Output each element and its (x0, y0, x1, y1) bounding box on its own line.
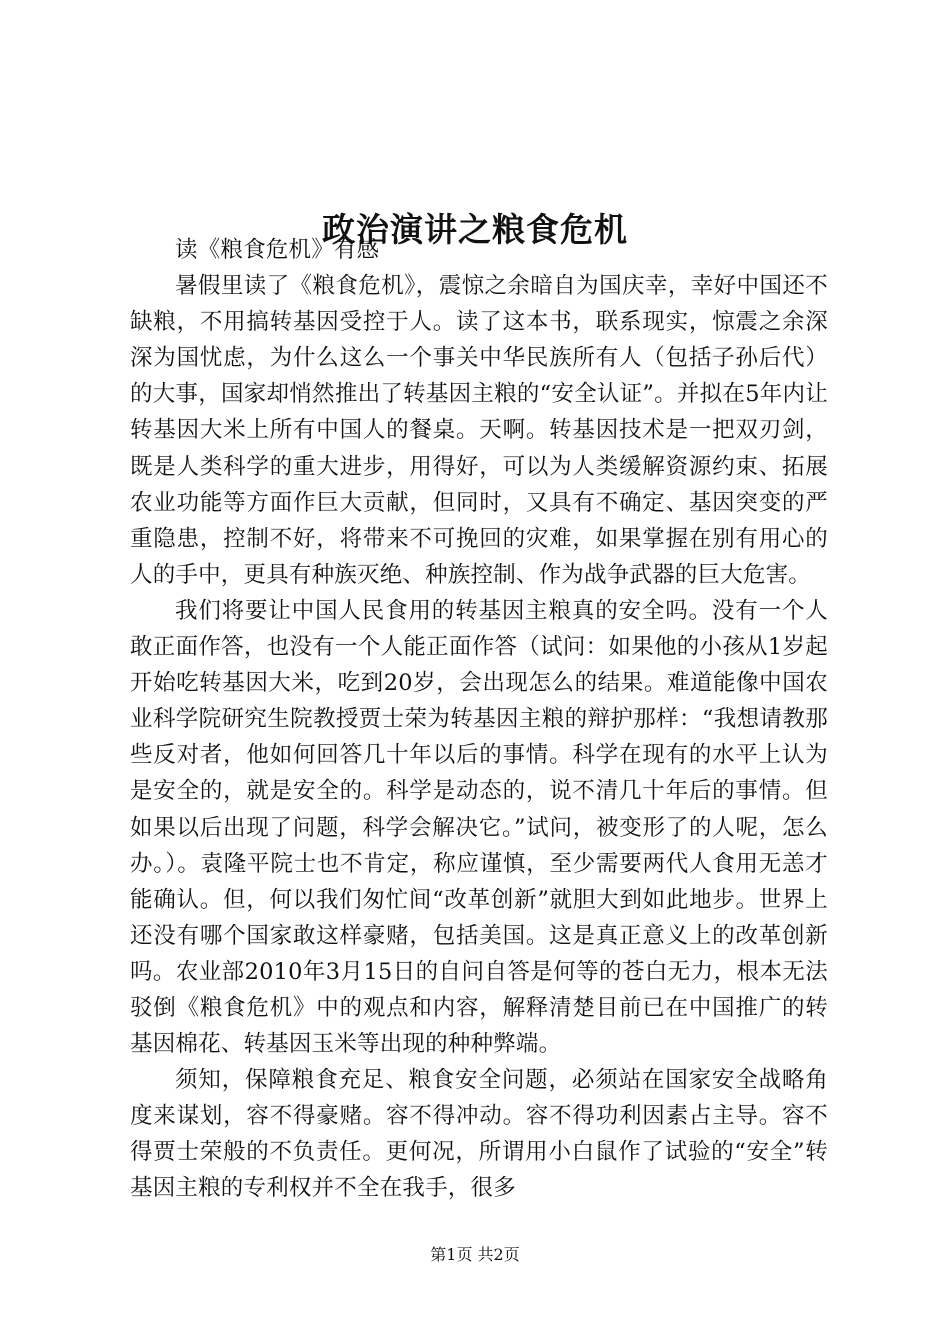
document-title: 政治演讲之粮食危机 (322, 210, 628, 250)
body-paragraph: 须知，保障粮食充足、粮食安全问题，必须站在国家安全战略角度来谋划，容不得豪赌。容不得冲动。容不得功利因素占主导。容不得贾士荣般的不负责任。更何况，所谓用小白鼠作了试验的“安全”转基因主粮的专利权并不全在我手，很多 (130, 1067, 828, 1202)
subtitle-paragraph: 读《粮食危机》有感 (175, 237, 380, 263)
body-paragraph: 暑假里读了《粮食危机》，震惊之余暗自为国庆幸，幸好中国还不缺粮，不用搞转基因受控于人。读了这本书，联系现实，惊震之余深深为国忧虑，为什么这么一个事关中华民族所有人（包括子孙后代）的大事，国家却悄然推出了转基因主粮的“安全认证”。并拟在5年内让转基因大米上所有中国人的餐桌。天啊。转基因技术是一把双刃剑，既是人类科学的重大进步，用得好，可以为人类缓解资源约束、拓展农业功能等方面作巨大贡献，但同时，又具有不确定、基因突变的严重隐患，控制不好，将带来不可挽回的灾难，如果掌握在别有用心的人的手中，更具有种族灭绝、种族控制、作为战争武器的巨大危害。 (130, 273, 828, 588)
document-body (130, 232, 828, 1207)
page-number-footer: 第1页 共2页 (430, 1245, 520, 1264)
body-paragraph: 我们将要让中国人民食用的转基因主粮真的安全吗。没有一个人敢正面作答，也没有一个人能正面作答（试问：如果他的小孩从1岁起开始吃转基因大米，吃到20岁，会出现怎么的结果。难道能像中国农业科学院研究生院教授贾士荣为转基因主粮的辩护那样：“我想请教那些反对者，他如何回答几十年以后的事情。科学在现有的水平上认为是安全的，就是安全的。科学是动态的，说不清几十年后的事情。但如果以后出现了问题，科学会解决它。”试问，被变形了的人呢，怎么办。）。袁隆平院士也不肯定，称应谨慎，至少需要两代人食用无恙才能确认。但，何以我们匆忙间“改革创新”就胆大到如此地步。世界上还没有哪个国家敢这样豪赌，包括美国。这是真正意义上的改革创新吗。农业部2010年3月15日的自问自答是何等的苍白无力，根本无法驳倒《粮食危机》中的观点和内容，解释清楚目前已在中国推广的转基因棉花、转基因玉米等出现的种种弊端。 (130, 597, 828, 1058)
